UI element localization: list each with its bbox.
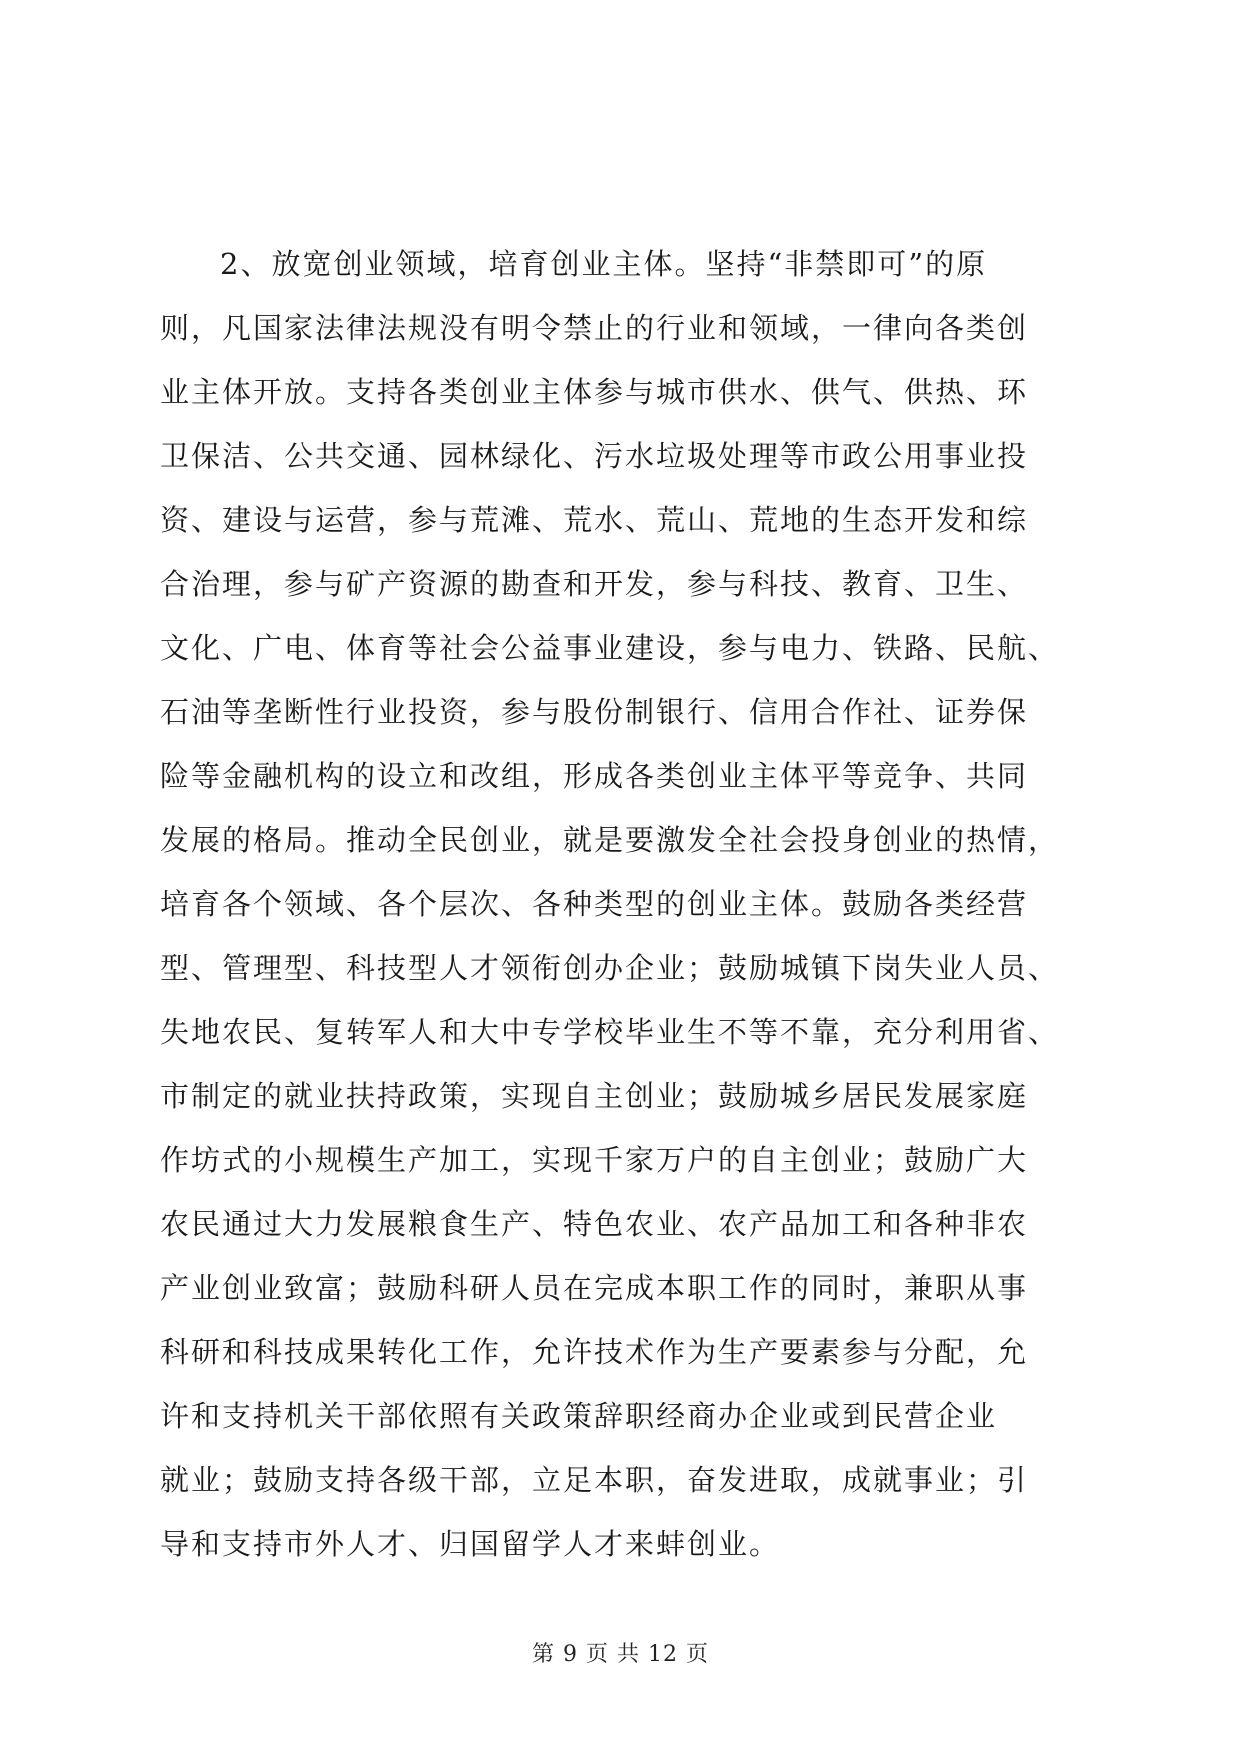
paragraph-line: 文化、广电、体育等社会公益事业建设，参与电力、铁路、民航、 bbox=[160, 631, 1060, 665]
paragraph-line: 许和支持机关干部依照有关政策辞职经商办企业或到民营企业 bbox=[160, 1399, 998, 1433]
page-number-footer: 第 9 页 共 12 页 bbox=[532, 1642, 709, 1667]
paragraph-line: 农民通过大力发展粮食生产、特色农业、农产品加工和各种非农 bbox=[160, 1207, 1029, 1241]
paragraph-line: 科研和科技成果转化工作，允许技术作为生产要素参与分配，允 bbox=[160, 1335, 1029, 1369]
paragraph-line: 作坊式的小规模生产加工，实现千家万户的自主创业；鼓励广大 bbox=[160, 1143, 1029, 1177]
paragraph-line: 石油等垄断性行业投资，参与股份制银行、信用合作社、证券保 bbox=[160, 695, 1029, 729]
paragraph-line: 卫保洁、公共交通、园林绿化、污水垃圾处理等市政公用事业投 bbox=[160, 439, 1029, 473]
paragraph-line: 市制定的就业扶持政策，实现自主创业；鼓励城乡居民发展家庭 bbox=[160, 1079, 1029, 1113]
paragraph-line: 导和支持市外人才、归国留学人才来蚌创业。 bbox=[160, 1527, 781, 1561]
paragraph-line: 发展的格局。推动全民创业，就是要激发全社会投身创业的热情， bbox=[160, 823, 1060, 857]
paragraph-line: 业主体开放。支持各类创业主体参与城市供水、供气、供热、环 bbox=[160, 375, 1029, 409]
body-paragraph bbox=[160, 232, 1090, 1576]
paragraph-line: 合治理，参与矿产资源的勘查和开发，参与科技、教育、卫生、 bbox=[160, 567, 1029, 601]
paragraph-line: 型、管理型、科技型人才领衔创办企业；鼓励城镇下岗失业人员、 bbox=[160, 951, 1060, 985]
paragraph-line: 产业创业致富；鼓励科研人员在完成本职工作的同时，兼职从事 bbox=[160, 1271, 1029, 1305]
paragraph-line: 则，凡国家法律法规没有明令禁止的行业和领域，一律向各类创 bbox=[160, 311, 1029, 345]
paragraph-line: 2、放宽创业领域，培育创业主体。坚持“非禁即可”的原 bbox=[220, 247, 988, 281]
paragraph-line: 资、建设与运营，参与荒滩、荒水、荒山、荒地的生态开发和综 bbox=[160, 503, 1029, 537]
paragraph-line: 险等金融机构的设立和改组，形成各类创业主体平等竞争、共同 bbox=[160, 759, 1029, 793]
paragraph-line: 培育各个领域、各个层次、各种类型的创业主体。鼓励各类经营 bbox=[160, 887, 1029, 921]
paragraph-line: 就业；鼓励支持各级干部，立足本职，奋发进取，成就事业；引 bbox=[160, 1463, 1029, 1497]
paragraph-line: 失地农民、复转军人和大中专学校毕业生不等不靠，充分利用省、 bbox=[160, 1015, 1060, 1049]
